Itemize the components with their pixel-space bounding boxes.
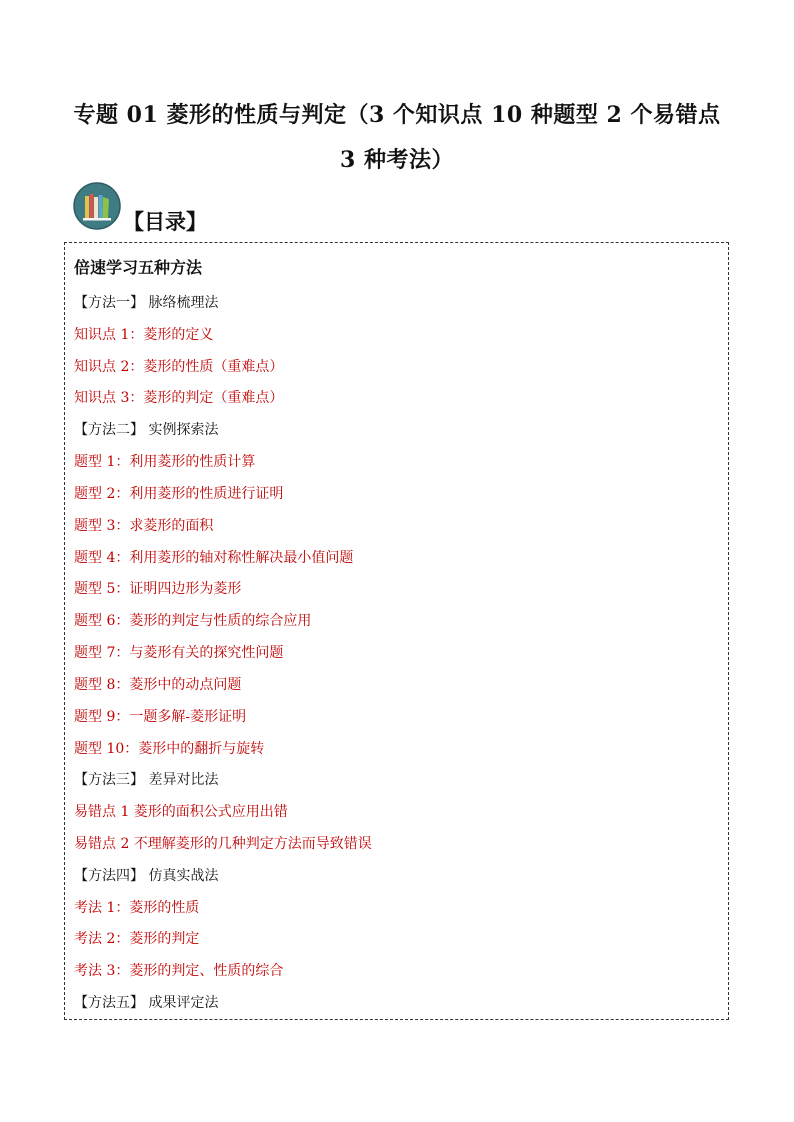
toc-item: 易错点 1 菱形的面积公式应用出错 — [74, 804, 288, 820]
toc-item: 题型 9：一题多解-菱形证明 — [74, 709, 247, 725]
document-title-line-1: 专题 01 菱形的性质与判定（3 个知识点 10 种题型 2 个易错点 — [73, 102, 721, 128]
toc-item: 知识点 3：菱形的判定（重难点） — [74, 390, 284, 406]
toc-item: 考法 1：菱形的性质 — [74, 900, 200, 916]
toc-item: 题型 2：利用菱形的性质进行证明 — [74, 486, 284, 502]
toc-item: 题型 4：利用菱形的轴对称性解决最小值问题 — [74, 550, 354, 566]
toc-method-2: 【方法二】 实例探索法 — [74, 422, 219, 438]
document-title-line-2: 3 种考法） — [340, 147, 454, 173]
toc-method-5: 【方法五】 成果评定法 — [74, 995, 219, 1011]
toc-item: 知识点 1：菱形的定义 — [74, 327, 214, 343]
toc-item: 易错点 2 不理解菱形的几种判定方法而导致错误 — [74, 836, 372, 852]
toc-item: 题型 10：菱形中的翻折与旋转 — [74, 741, 265, 757]
toc-item: 题型 7：与菱形有关的探究性问题 — [74, 645, 284, 661]
toc-item: 题型 8：菱形中的动点问题 — [74, 677, 242, 693]
toc-item: 考法 3：菱形的判定、性质的综合 — [74, 963, 284, 979]
toc-item: 题型 6：菱形的判定与性质的综合应用 — [74, 613, 312, 629]
toc-main-heading: 倍速学习五种方法 — [74, 258, 203, 277]
toc-method-1: 【方法一】 脉络梳理法 — [74, 295, 219, 311]
toc-method-3: 【方法三】 差异对比法 — [74, 772, 219, 788]
toc-item: 题型 3：求菱形的面积 — [74, 518, 214, 534]
toc-item: 知识点 2：菱形的性质（重难点） — [74, 359, 284, 375]
toc-method-4: 【方法四】 仿真实战法 — [74, 868, 219, 884]
toc-item: 题型 1：利用菱形的性质计算 — [74, 454, 256, 470]
toc-item: 考法 2：菱形的判定 — [74, 931, 200, 947]
toc-heading: 【目录】 — [123, 209, 207, 234]
book-stack-icon — [72, 181, 122, 231]
table-of-contents — [64, 242, 729, 1020]
toc-item: 题型 5：证明四边形为菱形 — [74, 581, 242, 597]
